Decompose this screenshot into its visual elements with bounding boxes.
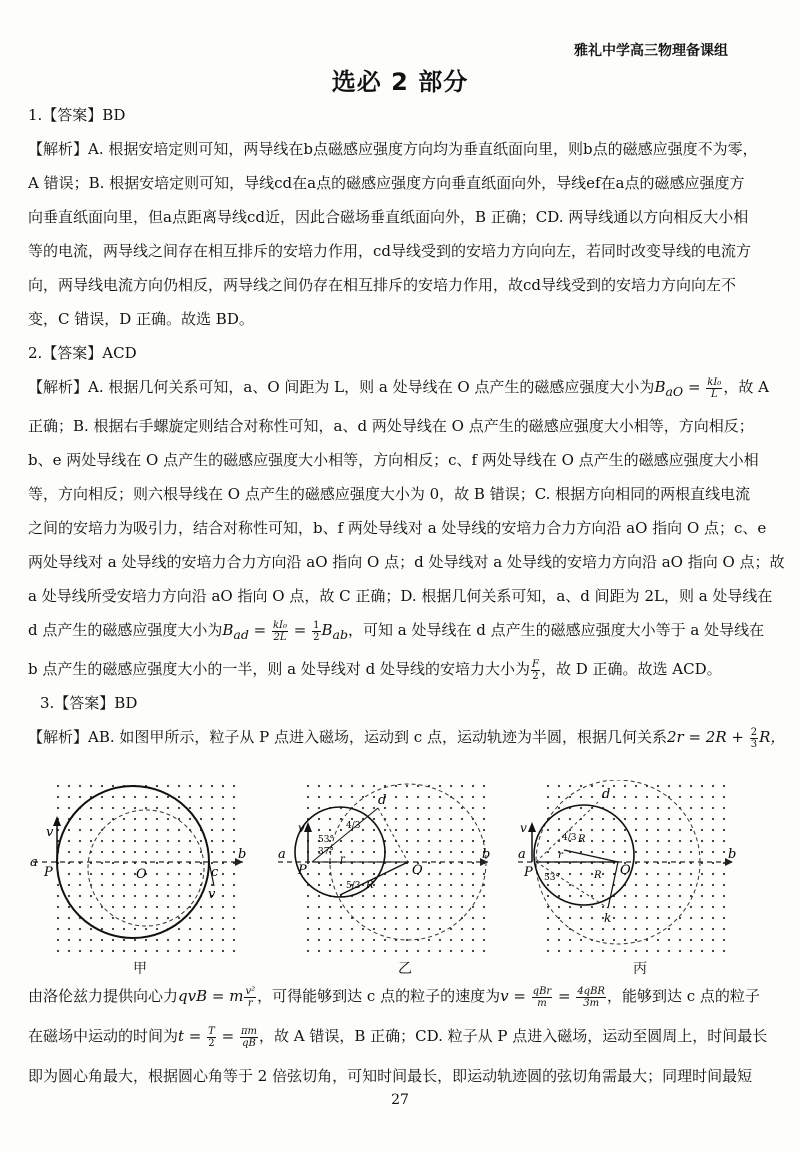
q2-line-5: 之间的安培力为吸引力，结合对称性可知，b、f 两处导线对 a 处导线的安培力合力方向沿 aO 指向 O 点；c、e <box>28 519 767 537</box>
q2-frac-kI0-L: $\frac{\text{kI₀}}{L}$ <box>707 376 722 400</box>
q2-line8-B2: B <box>321 621 333 639</box>
fig2-label-v: v <box>298 821 305 835</box>
q3-line-3: 在磁场中运动的时间为t = $\frac{T}{2}$ = $\frac{\pi m}{qB}$ ，故 A 错误，B 正确；CD. 粒子从 P 点进入磁场，运动至圆周上，时间最长 <box>28 1025 768 1049</box>
fig2-label-53f: 5/3 <box>346 881 361 891</box>
q3-line1-formula: 2r = 2R + <box>666 728 749 746</box>
q3-line-2 <box>28 976 760 1016</box>
q3-line2-eq: = <box>553 987 576 1005</box>
q2-line1-tail: ，故 A <box>723 378 769 396</box>
q1-line-4: 等的电流，两导线之间存在相互排斥的安培力作用，cd导线受到的安培力方向向左，若同时改变导线的电流方 <box>28 242 752 260</box>
q3-line2-frac2: $\frac{\text{qBr}}{m}$ <box>532 985 552 1009</box>
q2-line8-B: B <box>222 621 234 639</box>
q2-line8-sub2: ab <box>332 627 348 642</box>
q3-line2-mid: ，可得能够到达 c 点的粒子的速度为 <box>257 987 501 1005</box>
q3-line2-formula: qvB = m <box>178 987 244 1005</box>
fig3-label-43: 4/3 <box>562 833 577 843</box>
fig1-label-P: P <box>44 865 53 880</box>
main-content-2 <box>28 976 768 1096</box>
fig1-label-v2: v <box>208 887 216 902</box>
q2-line-7: a 处导线所受安培力方向沿 aO 指向 O 点，故 C 正确；D. 根据几何关系可知，a、d 间距为 2L，则 a 处导线在 <box>28 587 773 605</box>
page-number: 27 <box>391 1092 409 1108</box>
q2-line9-frac: $\frac{F}{2}$ <box>532 658 539 682</box>
q3-line3-formula: t = <box>178 1027 207 1045</box>
fig3-label-P: P <box>524 865 533 880</box>
fig2-label-b: b <box>482 847 491 862</box>
q3-line2-frac: $\frac{\text{v²}}{r}$ <box>245 985 256 1009</box>
q2-line-1 <box>28 370 769 409</box>
q3-line3-tail: ，故 A 错误，B 正确；CD. 粒子从 P 点进入磁场，运动至圆周上，时间最长 <box>259 1027 768 1045</box>
figure-bing <box>518 780 748 960</box>
fig3-caption: 丙 <box>633 961 647 977</box>
q3-line2-formula2: v = <box>500 987 531 1005</box>
q2-answer: 2.【答案】ACD <box>28 344 137 362</box>
fig1-label-v: v <box>46 825 54 840</box>
fig3-label-a: a <box>518 847 526 862</box>
q2-line8-frac2: $\frac{1}{2}$ <box>313 619 320 643</box>
q3-line1-tail: R， <box>759 728 786 746</box>
fig2-label-d: d <box>378 793 387 808</box>
q2-line8-frac1: $\frac{\text{kI₀}}{2L}$ <box>272 619 288 643</box>
q2-line9-tail: ，故 D 正确。故选 ACD。 <box>540 660 722 678</box>
fig1-label-b: b <box>238 847 247 862</box>
page-title: 选必 2 部分 <box>331 68 469 96</box>
q2-line-4: 等，方向相反；则六根导线在 O 点产生的磁感应强度大小为 0，故 B 错误；C. 根据方向相同的两根直线电流 <box>28 485 751 503</box>
q1-line-2: A 错误；B. 根据安培定则可知，导线cd在a点的磁感应强度方向垂直纸面向外，导线ef在a点的磁感应强度方 <box>28 174 745 192</box>
q3-line2-text: 由洛伦兹力提供向心力 <box>28 987 179 1005</box>
q1-line-1: 【解析】A. 根据安培定则可知，两导线在b点磁感应强度方向均为垂直纸面向里，则b点的磁感应强度不为零， <box>28 140 758 158</box>
q3-line3-frac2: $\frac{\pi m}{qB}$ <box>240 1025 257 1049</box>
fig3-label-r: r <box>558 850 563 861</box>
q2-line-2: 正确；B. 根据右手螺旋定则结合对称性可知，a、d 两处导线在 O 点产生的磁感应强度大小相等，方向相反； <box>28 417 754 435</box>
q2-line8-text: d 点产生的磁感应强度大小为 <box>28 621 223 639</box>
fig1-label-c: c <box>211 865 219 880</box>
q1-line-6: 变，C 错误，D 正确。故选 BD。 <box>28 310 254 328</box>
q3-line3-frac: $\frac{T}{2}$ <box>208 1025 215 1049</box>
q2-line9-text: b 点产生的磁感应强度大小的一半，则 a 处导线对 d 处导线的安培力大小为 <box>28 660 530 678</box>
fig3-label-O: O <box>620 863 631 878</box>
figure-jia <box>28 780 258 960</box>
figures <box>28 780 748 980</box>
q3-answer: 3.【答案】BD <box>40 694 138 712</box>
q3-line1-frac: $\frac{2}{3}$ <box>750 726 758 750</box>
fig3-label-v: v <box>520 821 527 835</box>
q2-line1-text: 【解析】A. 根据几何关系可知，a、O 间距为 L，则 a 处导线在 O 点产生的磁感应强度大小为 <box>28 378 655 396</box>
q2-line-9 <box>28 652 728 686</box>
fig3-label-k: k <box>604 911 612 925</box>
main-content <box>28 98 786 754</box>
fig2-label-a: a <box>278 847 286 862</box>
q3-line-4: 即为圆心角最大，根据圆心角等于 2 倍弦切角，可知时间最长，即运动轨迹圆的弦切角需最大；同理时间最短 <box>28 1067 753 1085</box>
fig3-label-53: 53° <box>544 873 560 883</box>
q3-line3-text: 在磁场中运动的时间为 <box>28 1027 179 1045</box>
q1-line-5: 向，两导线电流方向仍相反，两导线之间仍存在相互排斥的安培力作用，故cd导线受到的安培力方向向左不 <box>28 276 737 294</box>
fig2-label-P: P <box>298 863 307 878</box>
q2-line8-tail: ，可知 a 处导线在 d 点产生的磁感应强度大小等于 a 处导线在 <box>348 621 765 639</box>
fig3-label-b: b <box>728 847 737 862</box>
q3-line1-text: 【解析】AB. 如图甲所示，粒子从 P 点进入磁场，运动到 c 点，运动轨迹为半圆，根据几何关系 <box>28 728 667 746</box>
fig2-label-O: O <box>412 863 423 878</box>
fig1-label-O: O <box>136 867 147 882</box>
fig2-label-r: r <box>340 854 345 865</box>
header-org: 雅礼中学高三物理备课组 <box>574 43 728 59</box>
fig3-label-d: d <box>602 787 611 802</box>
q2-eq: = <box>683 378 706 396</box>
q2-formula-B: B <box>654 378 666 396</box>
q2-line-6: 两处导线对 a 处导线的安培力合力方向沿 aO 指向 O 点；d 处导线对 a 处导线的安培力方向沿 aO 指向 O 点；故 <box>28 553 785 571</box>
q3-line-1 <box>28 720 786 754</box>
fig1-label-a: a <box>30 855 38 870</box>
fig2-caption: 乙 <box>398 961 412 977</box>
dot-grid <box>547 785 725 952</box>
q2-line8-sub: ad <box>233 627 249 642</box>
q3-line2-frac3: $\frac{\text{4qBR}}{3m}$ <box>577 985 605 1009</box>
q1-answer: 1.【答案】BD <box>28 106 126 124</box>
q1-line-3: 向垂直纸面向里，但a点距离导线cd近，因此合磁场垂直纸面向外，B 正确；CD. 两导线通以方向相反大小相 <box>28 208 749 226</box>
fig2-label-43: 4/3 <box>346 821 361 831</box>
fig3-label-R: R <box>578 834 586 845</box>
q2-line-8: d 点产生的磁感应强度大小为$B_{ad}$ = $\frac{\text{kI₀}}{2L}$ = $\frac{1}{2}$ $B_{ab}$，可知 a 处导线在 d 点产生的磁感应强度大小等于 a 处导线在 <box>28 619 765 643</box>
q3-line2-tail: ，能够到达 c 点的粒子 <box>606 987 760 1005</box>
q2-line-3: b、e 两处导线在 O 点产生的磁感应强度大小相等，方向相反；c、f 两处导线在 O 点产生的磁感应强度大小相 <box>28 451 759 469</box>
fig2-label-R: R <box>366 880 374 891</box>
q2-sub-aO: aO <box>665 384 684 399</box>
figure-yi <box>278 780 508 960</box>
fig2-label-53: 53° <box>318 835 334 845</box>
fig3-label-R2: R <box>594 870 602 881</box>
fig1-caption: 甲 <box>133 961 147 977</box>
fig2-label-37: 37° <box>318 847 334 857</box>
